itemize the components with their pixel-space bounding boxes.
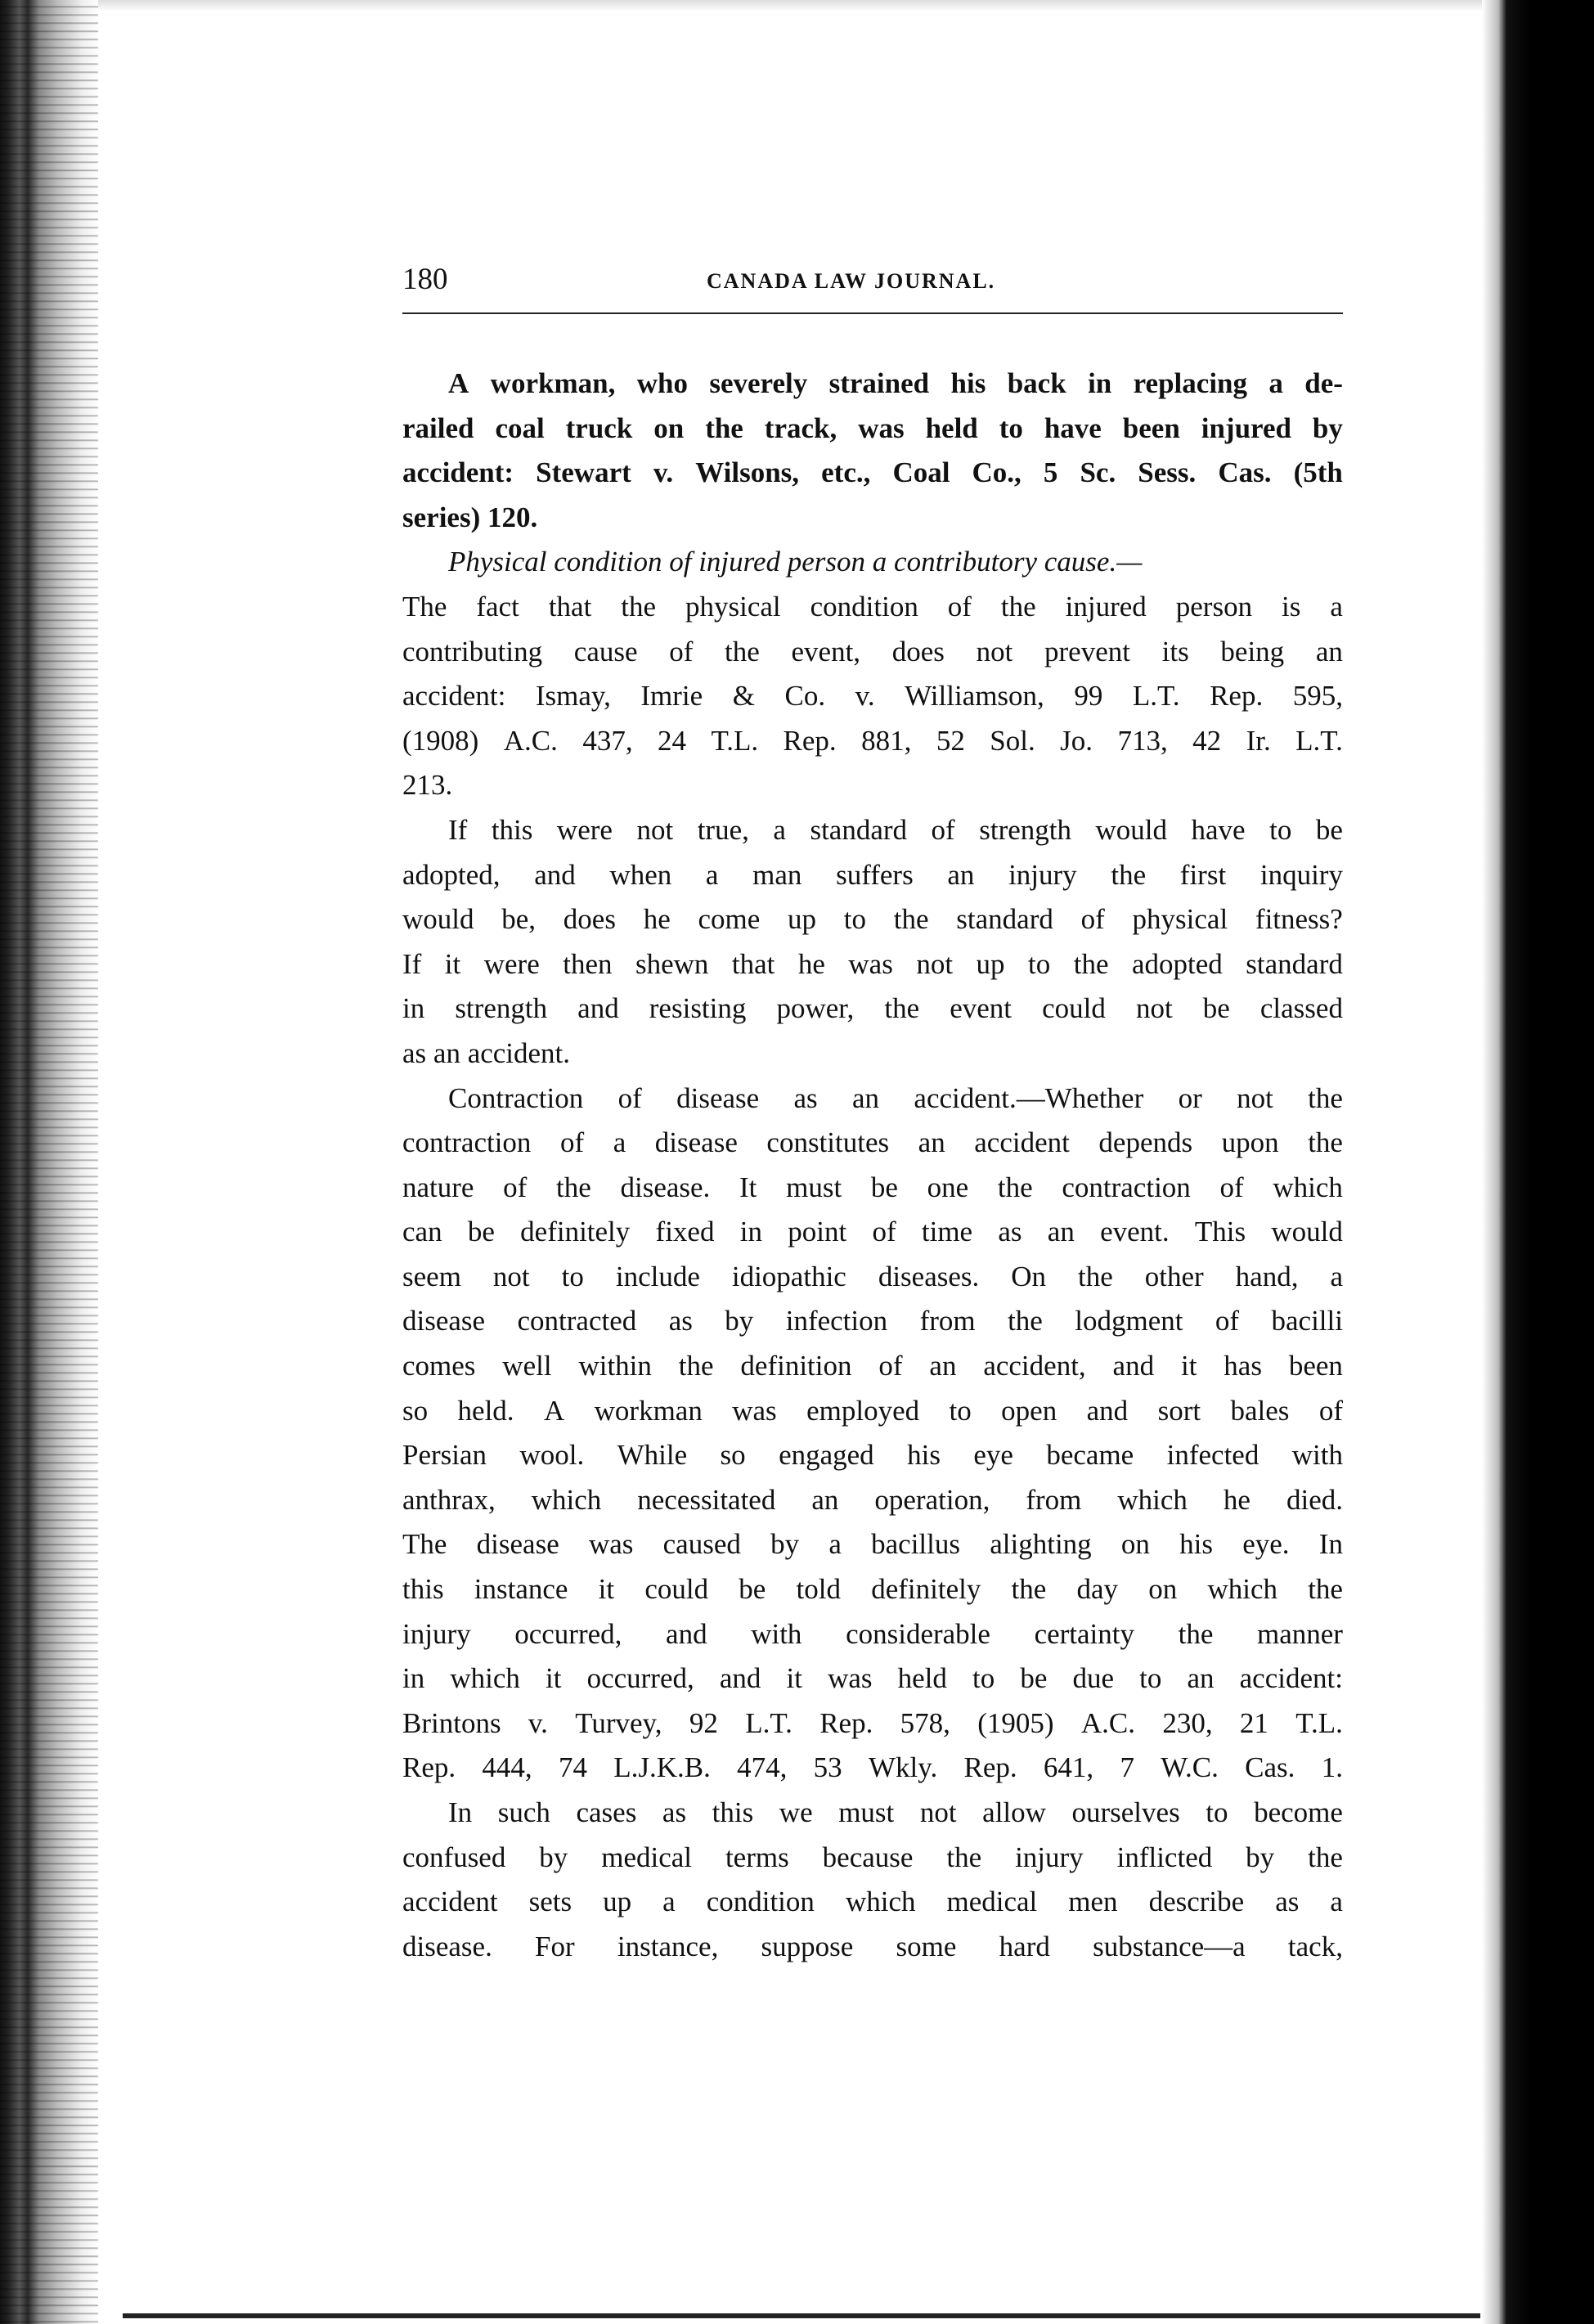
book-spine-left-edge [0, 0, 98, 2324]
text-line: comes well within the definition of an accident, and it has been [402, 1350, 1343, 1382]
text-line: series) 120. [402, 501, 538, 533]
text-line: anthrax, which necessitated an operation, from which he died. [402, 1483, 1343, 1516]
text-line: Contraction of disease as an accident.—Whether or not the [448, 1081, 1343, 1114]
text-line: (1908) A.C. 437, 24 T.L. Rep. 881, 52 Sol. Jo. 713, 42 Ir. L.T. [402, 724, 1343, 757]
text-line: adopted, and when a man suffers an injury the first inquiry [402, 858, 1343, 891]
text-line: Rep. 444, 74 L.J.K.B. 474, 53 Wkly. Rep. 641, 7 W.C. Cas. 1. [402, 1751, 1343, 1784]
text-line: would be, does he come up to the standard of physical fitness? [402, 903, 1343, 936]
text-line: accident sets up a condition which medical men describe as a [402, 1886, 1343, 1918]
text-line: contraction of a disease constitutes an accident depends upon the [402, 1126, 1343, 1159]
text-line: A workman, who severely strained his back in replacing a de- [448, 367, 1343, 399]
page-bottom-edge [123, 2313, 1480, 2318]
text-line: this instance it could be told definitely the day on which the [402, 1573, 1343, 1606]
text-line: contributing cause of the event, does not prevent its being an [402, 635, 1343, 668]
text-line: as an accident. [402, 1036, 571, 1069]
section-heading-line [402, 540, 1343, 585]
text-line: disease. For instance, suppose some hard substance—a tack, [402, 1930, 1343, 1962]
text-line: so held. A workman was employed to open and sort bales of [402, 1394, 1343, 1427]
text-line: If this were not true, a standard of strength would have to be [448, 813, 1343, 846]
page-number: 180 [402, 263, 448, 296]
text-line: Persian wool. While so engaged his eye became infected with [402, 1439, 1343, 1472]
paragraph-physical-condition [402, 540, 1343, 808]
text-line: in strength and resisting power, the event could not be classed [402, 992, 1343, 1025]
text-line: In such cases as this we must not allow ourselves to become [448, 1796, 1343, 1828]
text-line: confused by medical terms because the injury inflicted by the [402, 1841, 1343, 1873]
section-heading: Physical condition of injured person a contributory cause.— [448, 546, 1143, 578]
text-line: accident: Stewart v. Wilsons, etc., Coal Co., 5 Sc. Sess. Cas. (5th [402, 456, 1343, 489]
text-line: The disease was caused by a bacillus alighting on his eye. In [402, 1528, 1343, 1561]
text-line: in which it occurred, and it was held to be due to an accident: [402, 1662, 1343, 1695]
journal-page [402, 263, 1343, 1962]
page-header [402, 263, 1343, 314]
scan-top-edge [0, 0, 1594, 11]
running-head: CANADA LAW JOURNAL. [707, 269, 996, 293]
text-line: accident: Ismay, Imrie & Co. v. Williamson, 99 L.T. Rep. 595, [402, 680, 1343, 712]
text-line: Brintons v. Turvey, 92 L.T. Rep. 578, (1905) A.C. 230, 21 T.L. [402, 1706, 1343, 1739]
book-spine-right-edge [1482, 0, 1594, 2324]
text-line: If it were then shewn that he was not up to the adopted standard [402, 947, 1343, 980]
text-line: nature of the disease. It must be one the contraction of which [402, 1171, 1343, 1203]
text-line: can be definitely fixed in point of time as an event. This would [402, 1216, 1343, 1248]
text-line: railed coal truck on the track, was held to have been injured by [402, 411, 1343, 444]
text-line: seem not to include idiopathic diseases. On the other hand, a [402, 1260, 1343, 1292]
text-line: injury occurred, and with considerable certainty the manner [402, 1617, 1343, 1650]
paragraph-standard-of-strength [402, 808, 1343, 1077]
text-line: disease contracted as by infection from the lodgment of bacilli [402, 1305, 1343, 1337]
page-body [402, 362, 1343, 1969]
paragraph-medical-terms [402, 1791, 1343, 1969]
text-line: 213. [402, 769, 453, 802]
paragraph-stewart-case [402, 362, 1343, 540]
paragraph-contraction-of-disease [402, 1077, 1343, 1791]
text-line: The fact that the physical condition of the injured person is a [402, 590, 1343, 623]
